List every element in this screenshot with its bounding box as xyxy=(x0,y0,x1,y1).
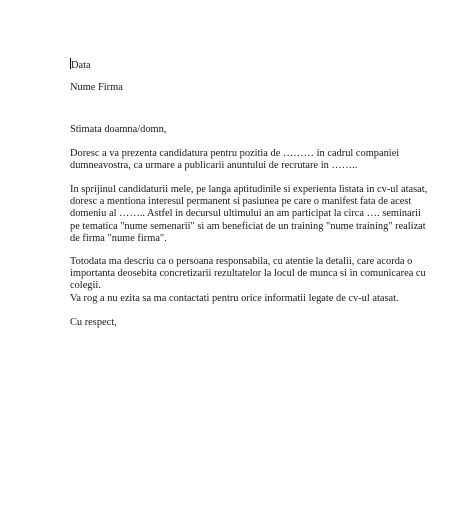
paragraph-line: colegii. xyxy=(70,280,101,292)
closing: Cu respect, xyxy=(70,317,117,328)
paragraph-intro xyxy=(70,148,415,172)
paragraph-line: Doresc a va prezenta candidatura pentru pozitia de ……… in cadrul companiei xyxy=(70,148,400,159)
date-line[interactable] xyxy=(70,58,415,72)
paragraph-line: In sprijinul candidaturii mele, pe langa aptitudinile si experienta listata in cv-ul atasat, xyxy=(70,184,428,195)
paragraph-line: Totodata ma descriu ca o persoana responsabila, cu atentie la detalii, care acorda o xyxy=(70,256,413,267)
company-name: Nume Firma xyxy=(70,82,123,93)
paragraph-line: domeniu al …….. Astfel in decursul ultimului an am participat la circa …. seminarii xyxy=(70,208,421,220)
paragraph-personality xyxy=(70,256,426,293)
paragraph-line: de firma "nume firma". xyxy=(70,232,167,244)
paragraph-line: importanta deosebita concretizarii rezultatelor la locul de munca si in comunicarea cu xyxy=(70,268,426,280)
paragraph-line: doresc a mentiona interesul permanent si pasiunea pe care o manifest fata de acest xyxy=(70,196,412,208)
paragraph-line: dumneavostra, ca urmare a publicarii anuntului de recrutare in …….. xyxy=(70,160,358,172)
salutation: Stimata doamna/domn, xyxy=(70,124,167,135)
date-text: Data xyxy=(71,60,91,71)
paragraph-contact xyxy=(70,293,415,305)
paragraph-line: pe tematica "nume semenarii" si am beneficiat de un training "nume training" realizat xyxy=(70,220,426,232)
paragraph-experience xyxy=(70,184,428,245)
paragraph-line: Va rog a nu ezita sa ma contactati pentru orice informatii legate de cv-ul atasat. xyxy=(70,293,399,304)
